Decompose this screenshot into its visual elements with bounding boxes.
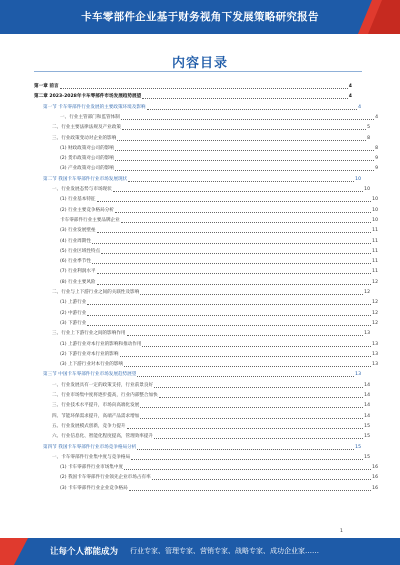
toc-dot-leader: [154, 387, 363, 388]
toc-entry[interactable]: [34, 381, 370, 390]
toc-dot-leader: [137, 376, 354, 377]
footer-decoration: [0, 538, 40, 565]
toc-entry-text: (3) 卡车零部件行业企业竞争格局: [60, 485, 128, 491]
toc-entry[interactable]: [34, 288, 370, 297]
toc-entry[interactable]: [34, 453, 370, 462]
toc-page-number: 4: [358, 104, 361, 110]
toc-entry[interactable]: [34, 432, 370, 441]
toc-entry-text: (8) 行业主要风险: [60, 279, 96, 285]
toc-entry[interactable]: [34, 412, 370, 421]
toc-dot-leader: [97, 232, 372, 233]
toc-title: 内容目录: [171, 56, 228, 71]
toc-dot-leader: [115, 170, 374, 171]
toc-page-number: 11: [372, 248, 378, 254]
toc-entry-text: (3) 行业发展壁垒: [60, 228, 96, 234]
toc-page-number: 4: [348, 94, 352, 100]
toc-entry[interactable]: [34, 113, 378, 122]
toc-section-entry[interactable]: [34, 103, 361, 112]
toc-entry-text: (7) 行业利润水平: [60, 269, 96, 275]
toc-dot-leader: [121, 222, 371, 223]
toc-page-number: 11: [372, 228, 378, 234]
toc-entry[interactable]: [34, 360, 378, 369]
toc-dot-leader: [154, 438, 363, 439]
toc-page-number: 12: [372, 279, 378, 285]
toc-entry-text: 六、行业信息化、智能化程度提高，管理效率提升: [52, 434, 154, 440]
toc-dot-leader: [159, 397, 363, 398]
toc-dot-leader: [97, 273, 372, 274]
toc-entry[interactable]: [34, 144, 378, 153]
toc-entry[interactable]: [34, 195, 378, 204]
toc-entry-text: (2) 货币政策对公司的影响: [60, 156, 114, 162]
toc-entry[interactable]: [34, 309, 378, 318]
toc-chapter-entry[interactable]: [34, 82, 352, 91]
header-decoration: [358, 0, 400, 34]
toc-page-number: 15: [355, 444, 361, 450]
toc-entry[interactable]: [34, 484, 378, 493]
toc-entry[interactable]: [34, 340, 378, 349]
footer-roles: 行业专家、管理专家、营销专家、战略专家、成功企业家……: [130, 547, 319, 555]
toc-entry-text: 三、行业技术水平提升，市场向高端化发展: [52, 403, 140, 409]
toc-page-number: 4: [348, 84, 352, 89]
toc-entry[interactable]: [34, 267, 378, 276]
toc-entry-text: (1) 上游行业对本行业的影响和推动作用: [60, 341, 142, 347]
toc-page-number: 9: [375, 156, 378, 162]
page-header: [0, 0, 400, 34]
toc-entry[interactable]: [34, 134, 370, 143]
toc-dot-leader: [140, 418, 363, 419]
toc-page-number: 16: [372, 485, 378, 491]
toc-section-entry[interactable]: [34, 443, 361, 452]
toc-entry-text: 第三节 中国卡车零部件行业市场发展趋势展望: [43, 372, 137, 378]
toc-entry[interactable]: [34, 206, 378, 215]
toc-entry-text: 第一章 前言: [34, 84, 59, 89]
toc-entry[interactable]: [34, 164, 378, 173]
toc-page-number: 8: [367, 135, 370, 141]
toc-page-number: 10: [364, 187, 370, 192]
toc-dot-leader: [115, 150, 374, 151]
toc-entry-text: 一、行业发展具有一定的政策支持，行业前景良好: [52, 382, 154, 388]
toc-entry[interactable]: [34, 278, 378, 287]
page-footer: [0, 538, 400, 565]
toc-dot-leader: [147, 109, 358, 110]
toc-entry-text: 一、行业发展态势与市场现状: [52, 187, 112, 192]
toc-page-number: 8: [375, 145, 378, 151]
toc-page-number: 16: [372, 475, 378, 481]
toc-dot-leader: [142, 346, 371, 347]
toc-entry[interactable]: [34, 298, 378, 307]
toc-dot-leader: [115, 212, 371, 213]
toc-dot-leader: [92, 263, 371, 264]
toc-entry-text: 五、行业发展模式创新，竞争力提升: [52, 423, 126, 429]
toc-dot-leader: [87, 304, 371, 305]
page-number: 1: [340, 529, 343, 534]
toc-dot-leader: [117, 140, 366, 141]
toc-entry-text: (1) 行业基本特征: [60, 197, 96, 203]
toc-title-divider: [34, 71, 362, 72]
toc-entry[interactable]: [34, 350, 378, 359]
toc-page-number: 9: [375, 166, 378, 172]
toc-page-number: 14: [364, 413, 370, 419]
toc-dot-leader: [127, 428, 364, 429]
toc-entry-text: (2) 下游行业对本行业的影响: [60, 351, 119, 357]
toc-page-number: 13: [355, 372, 361, 378]
toc-dot-leader: [87, 325, 371, 326]
toc-page-number: 13: [364, 331, 370, 337]
toc-entry-text: (3) 下游行业: [60, 320, 87, 326]
toc-entry-text: 二、行业与上下游行业之间的关联性及影响: [52, 290, 140, 295]
toc-entry-text: (2) 中游行业: [60, 310, 87, 316]
toc-page-number: 4: [375, 114, 378, 120]
toc-dot-leader: [120, 356, 372, 357]
toc-page-number: 13: [372, 362, 378, 368]
toc-page-number: 10: [372, 217, 378, 223]
toc-dot-leader: [124, 469, 371, 470]
toc-entry-text: 三、行业上下游行业之间的影响作用: [52, 331, 126, 337]
toc-dot-leader: [131, 459, 363, 460]
toc-entry-text: 二、行业市场集中度将逐步提高，行业内部整合加快: [52, 393, 158, 398]
toc-entry-text: (2) 行业主要竞争格局分析: [60, 207, 114, 213]
toc-entry[interactable]: [34, 237, 378, 246]
toc-entry-text: (3) 上下游行业对本行业的影响: [60, 362, 124, 368]
toc-entry[interactable]: [34, 391, 370, 400]
toc-section-entry[interactable]: [34, 175, 361, 184]
toc-entry[interactable]: [34, 319, 378, 328]
toc-page-number: 10: [372, 207, 378, 213]
toc-entry-text: (1) 上游行业: [60, 300, 87, 306]
toc-dot-leader: [101, 253, 371, 254]
toc-page-number: 15: [364, 423, 370, 429]
toc-entry[interactable]: [34, 473, 378, 482]
toc-page-number: 13: [372, 341, 378, 347]
toc-page-number: 11: [372, 238, 378, 244]
toc-entry-text: (6) 行业季节性: [60, 259, 91, 265]
toc-page-number: 12: [364, 290, 370, 295]
toc-page-number: 11: [372, 259, 378, 265]
footer-slogan: 让每个人都能成为: [50, 547, 119, 557]
report-title: 卡车零部件企业基于财务视角下发展策略研究报告: [81, 11, 319, 23]
toc-entry[interactable]: [34, 247, 378, 256]
toc-dot-leader: [97, 284, 372, 285]
toc-entry[interactable]: [34, 226, 378, 235]
toc-entry-text: 一、卡车零部件行业集中度与竞争格局: [52, 454, 131, 460]
toc-entry[interactable]: [34, 257, 378, 266]
toc-dot-leader: [92, 243, 371, 244]
toc-entry[interactable]: [34, 329, 370, 338]
toc-entry-text: (5) 行业区域性特点: [60, 248, 101, 254]
toc-entry[interactable]: [34, 463, 378, 472]
toc-dot-leader: [115, 160, 374, 161]
toc-dot-leader: [137, 449, 354, 450]
toc-dot-leader: [87, 315, 371, 316]
toc-entry[interactable]: [34, 216, 378, 225]
toc-dot-leader: [152, 479, 371, 480]
toc-dot-leader: [121, 119, 374, 120]
toc-entry-text: 卡车零部件行业主要品牌企业: [60, 217, 120, 223]
toc-entry-text: (1) 卡车零部件行业市场集中度: [60, 465, 124, 471]
toc-page-number: 14: [364, 403, 370, 409]
toc-entry-text: 一、行业主管部门和监管体制: [60, 114, 120, 120]
toc-page-number: 12: [372, 320, 378, 326]
toc-dot-leader: [140, 407, 363, 408]
toc-page-number: 5: [367, 125, 370, 131]
toc-dot-leader: [129, 490, 371, 491]
toc-dot-leader: [140, 294, 363, 295]
toc-entry-text: (1) 财政政策对公司的影响: [60, 145, 114, 151]
toc-dot-leader: [142, 98, 348, 99]
toc-dot-leader: [127, 335, 364, 336]
toc-chapter-entry[interactable]: [34, 92, 352, 101]
toc-entry-text: 第一节 卡车零部件行业发展的主要政策环境及影响: [43, 104, 146, 110]
toc-entry-text: 第二节 我国卡车零部件行业市场发展现状: [43, 176, 128, 182]
toc-page-number: 15: [364, 454, 370, 460]
toc-section-entry[interactable]: [34, 370, 361, 379]
toc-dot-leader: [60, 88, 348, 89]
toc-dot-leader: [97, 201, 372, 202]
toc-entry-text: (3) 产业政策对公司的影响: [60, 166, 114, 172]
toc-entry[interactable]: [34, 401, 370, 410]
toc-page-number: 10: [355, 176, 361, 182]
toc-dot-leader: [124, 366, 371, 367]
toc-page-number: 12: [372, 300, 378, 306]
toc-dot-leader: [128, 181, 354, 182]
toc-entry-text: 二、行业主要法律法规及产业政策: [52, 125, 121, 131]
toc-entry-text: 三、行业政策变动对企业的影响: [52, 135, 117, 141]
toc-dot-leader: [113, 191, 363, 192]
toc-dot-leader: [122, 129, 366, 130]
toc-entry-text: (2) 我国卡车零部件行业领先企业市场占有率: [60, 475, 151, 481]
toc-entry-text: (4) 行业周期性: [60, 238, 91, 244]
toc-page-number: 11: [372, 269, 378, 275]
toc-entry-text: 第二章 2023-2028年卡车零部件市场发展趋势展望: [34, 94, 142, 100]
toc-entry[interactable]: [34, 185, 370, 194]
toc-entry-text: 四、节能环保需求提升，高端产品需求增加: [52, 413, 140, 419]
toc-entry[interactable]: [34, 422, 370, 431]
toc-entry-text: 第四节 我国卡车零部件行业市场竞争格局分析: [43, 444, 137, 450]
toc-page-number: 13: [372, 351, 378, 357]
toc-entry[interactable]: [34, 123, 370, 132]
toc-page-number: 14: [364, 393, 370, 398]
toc-page-number: 14: [364, 382, 370, 388]
toc-page-number: 15: [364, 434, 370, 440]
toc-page-number: 16: [372, 465, 378, 471]
toc-page-number: 10: [372, 197, 378, 203]
toc-page-number: 12: [372, 310, 378, 316]
toc-entry[interactable]: [34, 154, 378, 163]
